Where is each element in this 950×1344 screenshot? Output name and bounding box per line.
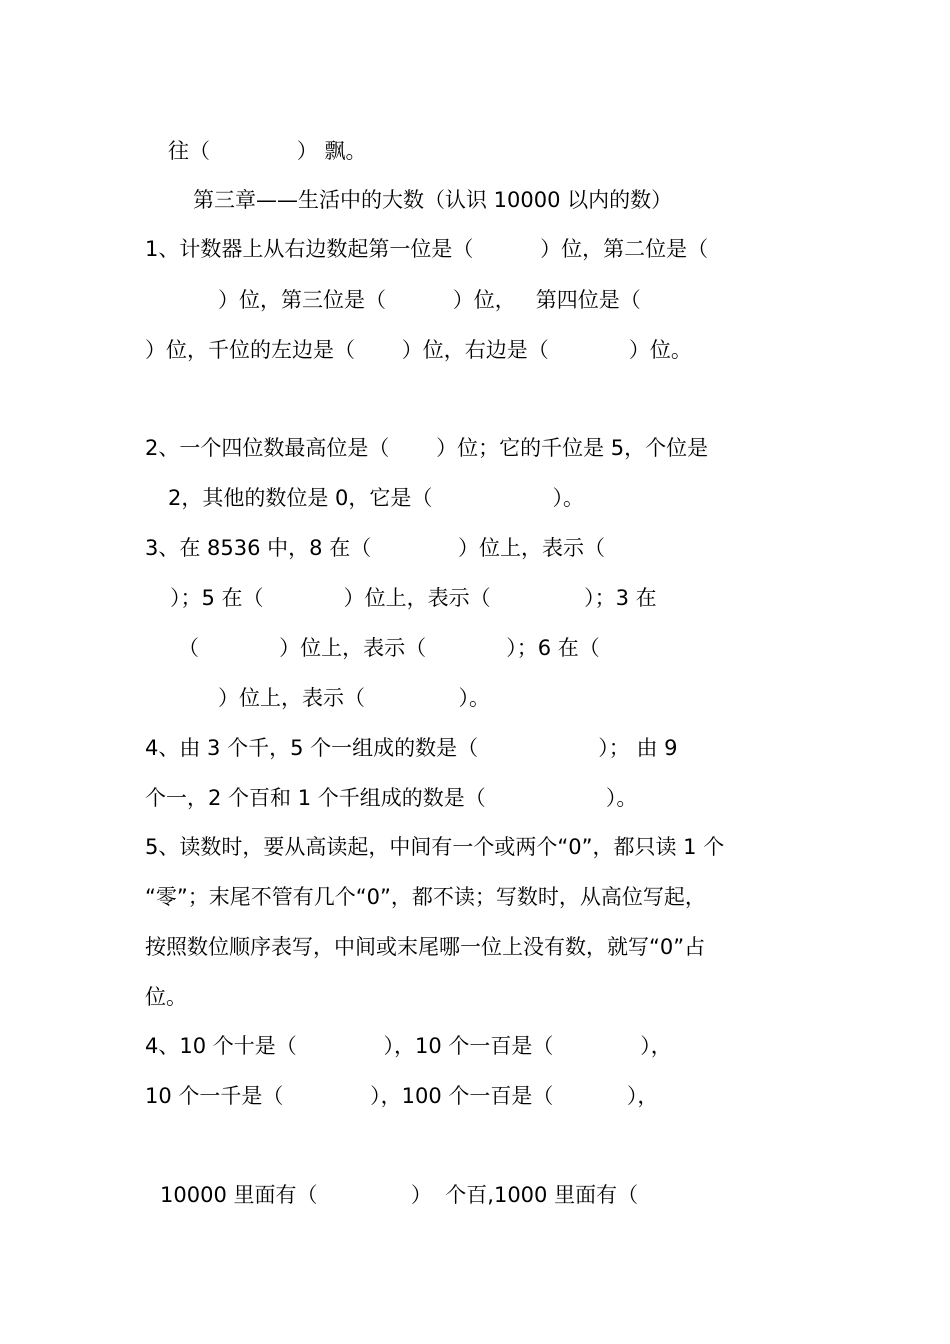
question-1-line-2: ）位，第三位是（ ）位， 第四位是（ (218, 288, 641, 312)
text-line-1: 往（ ） 飘。 (168, 139, 367, 163)
question-5-line-2: “零”；末尾不管有几个“0”，都不读；写数时，从高位写起， (145, 885, 706, 909)
question-1-line-1: 1、计数器上从右边数起第一位是（ ）位，第二位是（ (145, 237, 709, 261)
question-6-line-1: 4、10 个十是（ ），10 个一百是（ ）， (145, 1034, 672, 1058)
chapter-title: 第三章——生活中的大数（认识 10000 以内的数） (193, 188, 673, 212)
question-2-line-2: 2，其他的数位是 0，它是（ ）。 (168, 486, 585, 510)
question-5-line-4: 位。 (145, 985, 187, 1009)
question-4-line-1: 4、由 3 个千，5 个一组成的数是（ ）； 由 9 (145, 736, 678, 760)
question-4-line-2: 个一，2 个百和 1 个千组成的数是（ ）。 (145, 786, 638, 810)
question-5-line-1: 5、读数时，要从高读起，中间有一个或两个“0”，都只读 1 个 (145, 835, 725, 859)
question-1-line-3: ）位，千位的左边是（ ）位，右边是（ ）位。 (145, 338, 692, 362)
question-3-line-1: 3、在 8536 中，8 在（ ）位上，表示（ (145, 536, 605, 560)
question-6-line-2: 10 个一千是（ ），100 个一百是（ ）， (145, 1084, 659, 1108)
question-6-line-3: 10000 里面有（ ） 个百,1000 里面有（ (160, 1183, 639, 1207)
question-5-line-3: 按照数位顺序表写，中间或末尾哪一位上没有数，就写“0”占 (145, 935, 706, 959)
question-3-line-3: （ ）位上，表示（ ）；6 在（ (178, 636, 600, 660)
question-3-line-2: ）；5 在（ ）位上，表示（ ）；3 在 (170, 586, 657, 610)
question-3-line-4: ）位上，表示（ ）。 (218, 686, 490, 710)
question-2-line-1: 2、一个四位数最高位是（ ）位；它的千位是 5，个位是 (145, 436, 709, 460)
